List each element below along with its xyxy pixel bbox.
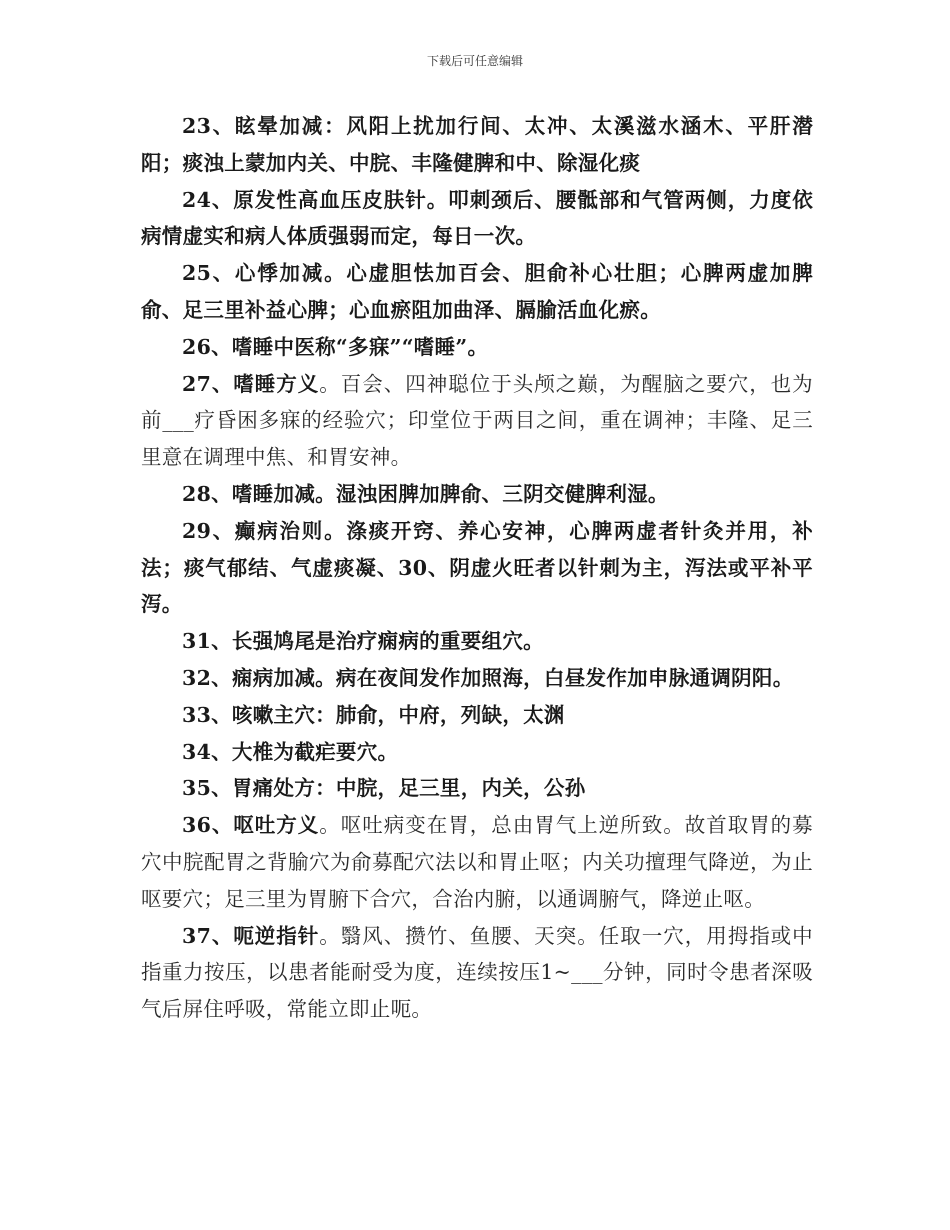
paragraph-lead: 23、眩晕加减：风阳上扰加行间、太冲、太溪滋水涵木、平肝潜阳；痰浊上蒙加内关、中脘、丰隆健脾和中、除湿化痰 — [141, 114, 813, 175]
paragraph-28 — [141, 476, 813, 513]
paragraph-lead: 26、嗜睡中医称“多寐”“嗜睡”。 — [182, 334, 489, 359]
paragraph-26 — [141, 329, 813, 366]
paragraph-lead: 32、痫病加减。病在夜间发作加照海，白昼发作加申脉通调阴阳。 — [182, 665, 794, 690]
paragraph-34 — [141, 734, 813, 771]
paragraph-lead: 31、长强鸠尾是治疗痫病的重要组穴。 — [182, 629, 544, 654]
paragraph-lead: 24、原发性高血压皮肤针。叩刺颈后、腰骶部和气管两侧，力度依病情虚实和病人体质强弱而定，每日一次。 — [141, 187, 813, 249]
paragraph-lead: 35、胃痛处方：中脘，足三里，内关，公孙 — [182, 776, 586, 801]
paragraph-lead: 27、嗜睡方义 — [182, 371, 320, 396]
paragraph-36 — [141, 807, 813, 917]
paragraph-lead: 29、癫病治则。涤痰开窍、养心安神，心脾两虚者针灸并用，补法；痰气郁结、气虚痰凝、30、阴虚火旺者以针刺为主，泻法或平补平泻。 — [141, 518, 813, 617]
paragraph-text: 。翳风、攒竹、鱼腰、天突。任取一穴，用拇指或中指重力按压，以患者能耐受为度，连续按压1~___分钟，同时令患者深吸气后屏住呼吸，常能立即止呃。 — [141, 923, 813, 1022]
paragraph-lead: 37、呃逆指针 — [182, 923, 320, 948]
paragraph-lead: 25、心悸加减。心虚胆怯加百会、胆俞补心壮胆；心脾两虚加脾俞、足三里补益心脾；心血瘀阻加曲泽、膈腧活血化瘀。 — [141, 261, 813, 322]
paragraph-lead: 34、大椎为截疟要穴。 — [182, 739, 399, 764]
paragraph-25 — [141, 255, 813, 329]
paragraph-27 — [141, 366, 813, 476]
paragraph-31 — [141, 623, 813, 660]
paragraph-32 — [141, 660, 813, 697]
paragraph-text: 。呕吐病变在胃，总由胃气上逆所致。故首取胃的募穴中脘配胃之背腧穴为俞募配穴法以和胃止呕；内关功擅理气降逆，为止呕要穴；足三里为胃腑下合穴，合治内腑，以通调腑气，降逆止呕。 — [141, 813, 813, 911]
paragraph-33 — [141, 697, 813, 734]
paragraph-35 — [141, 770, 813, 807]
paragraph-text: 。百会、四神聪位于头颅之巅，为醒脑之要穴，也为前___疗昏困多寐的经验穴；印堂位于两目之间，重在调神；丰隆、足三里意在调理中焦、和胃安神。 — [141, 371, 813, 470]
paragraph-lead: 36、呕吐方义 — [182, 813, 320, 838]
paragraph-29 — [141, 513, 813, 623]
page-header: 下载后可任意编辑 — [426, 54, 523, 68]
paragraph-37 — [141, 918, 813, 1028]
paragraph-24 — [141, 182, 813, 256]
paragraph-lead: 28、嗜睡加减。湿浊困脾加脾俞、三阴交健脾利湿。 — [182, 481, 669, 506]
paragraph-lead: 33、咳嗽主穴：肺俞，中府，列缺，太渊 — [182, 702, 565, 727]
document-body — [141, 108, 813, 1028]
paragraph-23 — [141, 108, 813, 182]
